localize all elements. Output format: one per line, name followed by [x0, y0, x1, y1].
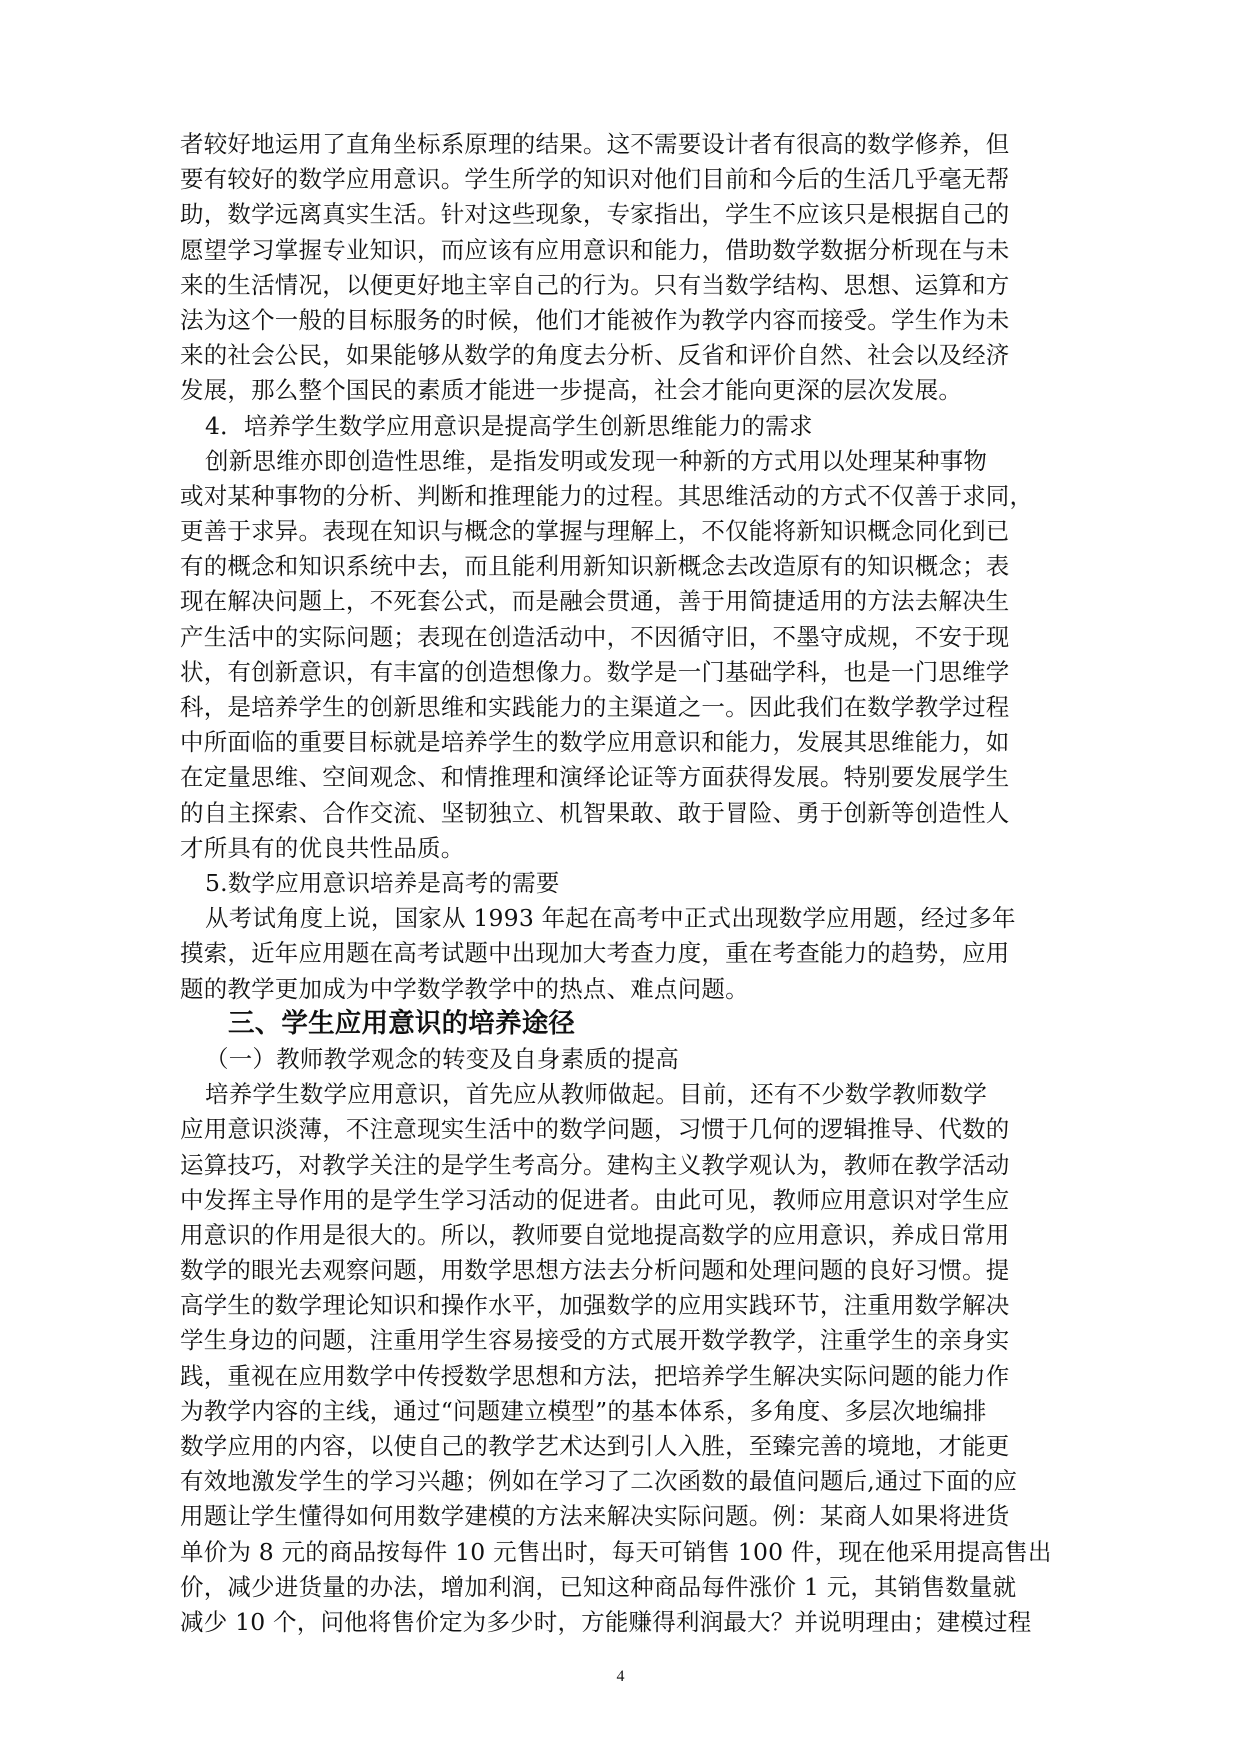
text-line: 高学生的数学理论知识和操作水平，加强数学的应用实践环节，注重用数学解决	[180, 1291, 1010, 1319]
text-line: 单价为 8 元的商品按每件 10 元售出时，每天可销售 100 件，现在他采用提高售出	[180, 1538, 1052, 1566]
text-line: 4．培养学生数学应用意识是提高学生创新思维能力的需求	[205, 412, 813, 440]
text-line: 才所具有的优良共性品质。	[180, 834, 465, 862]
text-line: 为教学内容的主线，通过“问题建立模型”的基本体系，多角度、多层次地编排	[180, 1397, 987, 1425]
text-line: 减少 10 个，问他将售价定为多少时，方能赚得利润最大？并说明理由；建模过程	[180, 1608, 1032, 1636]
text-line: 数学应用的内容，以使自己的教学艺术达到引人入胜，至臻完善的境地，才能更	[180, 1432, 1010, 1460]
text-line: 法为这个一般的目标服务的时候，他们才能被作为教学内容而接受。学生作为未	[180, 306, 1010, 334]
text-line: 者较好地运用了直角坐标系原理的结果。这不需要设计者有很高的数学修养，但	[180, 130, 1010, 158]
text-line: 学生身边的问题，注重用学生容易接受的方式展开数学教学，注重学生的亲身实	[180, 1326, 1010, 1354]
text-line: 运算技巧，对教学关注的是学生考高分。建构主义教学观认为，教师在教学活动	[180, 1151, 1010, 1179]
text-line: 中发挥主导作用的是学生学习活动的促进者。由此可见，教师应用意识对学生应	[180, 1186, 1010, 1214]
text-line: 有效地激发学生的学习兴趣；例如在学习了二次函数的最值问题后,通过下面的应	[180, 1467, 1018, 1495]
text-line: 从考试角度上说，国家从 1993 年起在高考中正式出现数学应用题，经过多年	[205, 904, 1016, 932]
text-line: 摸索，近年应用题在高考试题中出现加大考查力度，重在考查能力的趋势，应用	[180, 939, 1010, 967]
text-line: 更善于求异。表现在知识与概念的掌握与理解上，不仅能将新知识概念同化到已	[180, 517, 1010, 545]
text-line: 用题让学生懂得如何用数学建模的方法来解决实际问题。例：某商人如果将进货	[180, 1502, 1010, 1530]
text-line: 中所面临的重要目标就是培养学生的数学应用意识和能力，发展其思维能力，如	[180, 728, 1010, 756]
text-line: 数学的眼光去观察问题，用数学思想方法去分析问题和处理问题的良好习惯。提	[180, 1256, 1010, 1284]
text-line: 应用意识淡薄，不注意现实生活中的数学问题，习惯于几何的逻辑推导、代数的	[180, 1115, 1010, 1143]
text-line: 用意识的作用是很大的。所以，教师要自觉地提高数学的应用意识，养成日常用	[180, 1221, 1010, 1249]
text-line: 要有较好的数学应用意识。学生所学的知识对他们目前和今后的生活几乎毫无帮	[180, 165, 1010, 193]
text-line: 助，数学远离真实生活。针对这些现象，专家指出，学生不应该只是根据自己的	[180, 200, 1010, 228]
text-line: （一）教师教学观念的转变及自身素质的提高	[205, 1045, 679, 1073]
text-line: 价，减少进货量的办法，增加利润，已知这种商品每件涨价 1 元，其销售数量就	[180, 1573, 1017, 1601]
text-line: 创新思维亦即创造性思维，是指发明或发现一种新的方式用以处理某种事物	[205, 447, 988, 475]
text-line: 践，重视在应用数学中传授数学思想和方法，把培养学生解决实际问题的能力作	[180, 1362, 1010, 1390]
text-line: 在定量思维、空间观念、和情推理和演绎论证等方面获得发展。特别要发展学生	[180, 763, 1010, 791]
text-line: 培养学生数学应用意识，首先应从教师做起。目前，还有不少数学教师数学	[205, 1080, 988, 1108]
text-line: 来的社会公民，如果能够从数学的角度去分析、反省和评价自然、社会以及经济	[180, 341, 1010, 369]
text-line: 现在解决问题上，不死套公式，而是融会贯通，善于用简捷适用的方法去解决生	[180, 587, 1010, 615]
text-line: 题的教学更加成为中学数学教学中的热点、难点问题。	[180, 975, 749, 1003]
text-line: 产生活中的实际问题；表现在创造活动中，不因循守旧，不墨守成规，不安于现	[180, 623, 1010, 651]
text-line: 5.数学应用意识培养是高考的需要	[205, 869, 560, 897]
text-line: 的自主探索、合作交流、坚韧独立、机智果敢、敢于冒险、勇于创新等创造性人	[180, 799, 1010, 827]
section-heading: 三、学生应用意识的培养途径	[228, 1008, 576, 1039]
text-line: 愿望学习掌握专业知识，而应该有应用意识和能力，借助数学数据分析现在与未	[180, 236, 1010, 264]
text-line: 或对某种事物的分析、判断和推理能力的过程。其思维活动的方式不仅善于求同，	[180, 482, 1034, 510]
text-line: 来的生活情况，以便更好地主宰自己的行为。只有当数学结构、思想、运算和方	[180, 271, 1010, 299]
text-line: 状，有创新意识，有丰富的创造想像力。数学是一门基础学科，也是一门思维学	[180, 658, 1010, 686]
text-line: 发展，那么整个国民的素质才能进一步提高，社会才能向更深的层次发展。	[180, 376, 963, 404]
text-line: 有的概念和知识系统中去，而且能利用新知识新概念去改造原有的知识概念；表	[180, 552, 1010, 580]
page-number: 4	[616, 1668, 625, 1685]
text-line: 科，是培养学生的创新思维和实践能力的主渠道之一。因此我们在数学教学过程	[180, 693, 1010, 721]
